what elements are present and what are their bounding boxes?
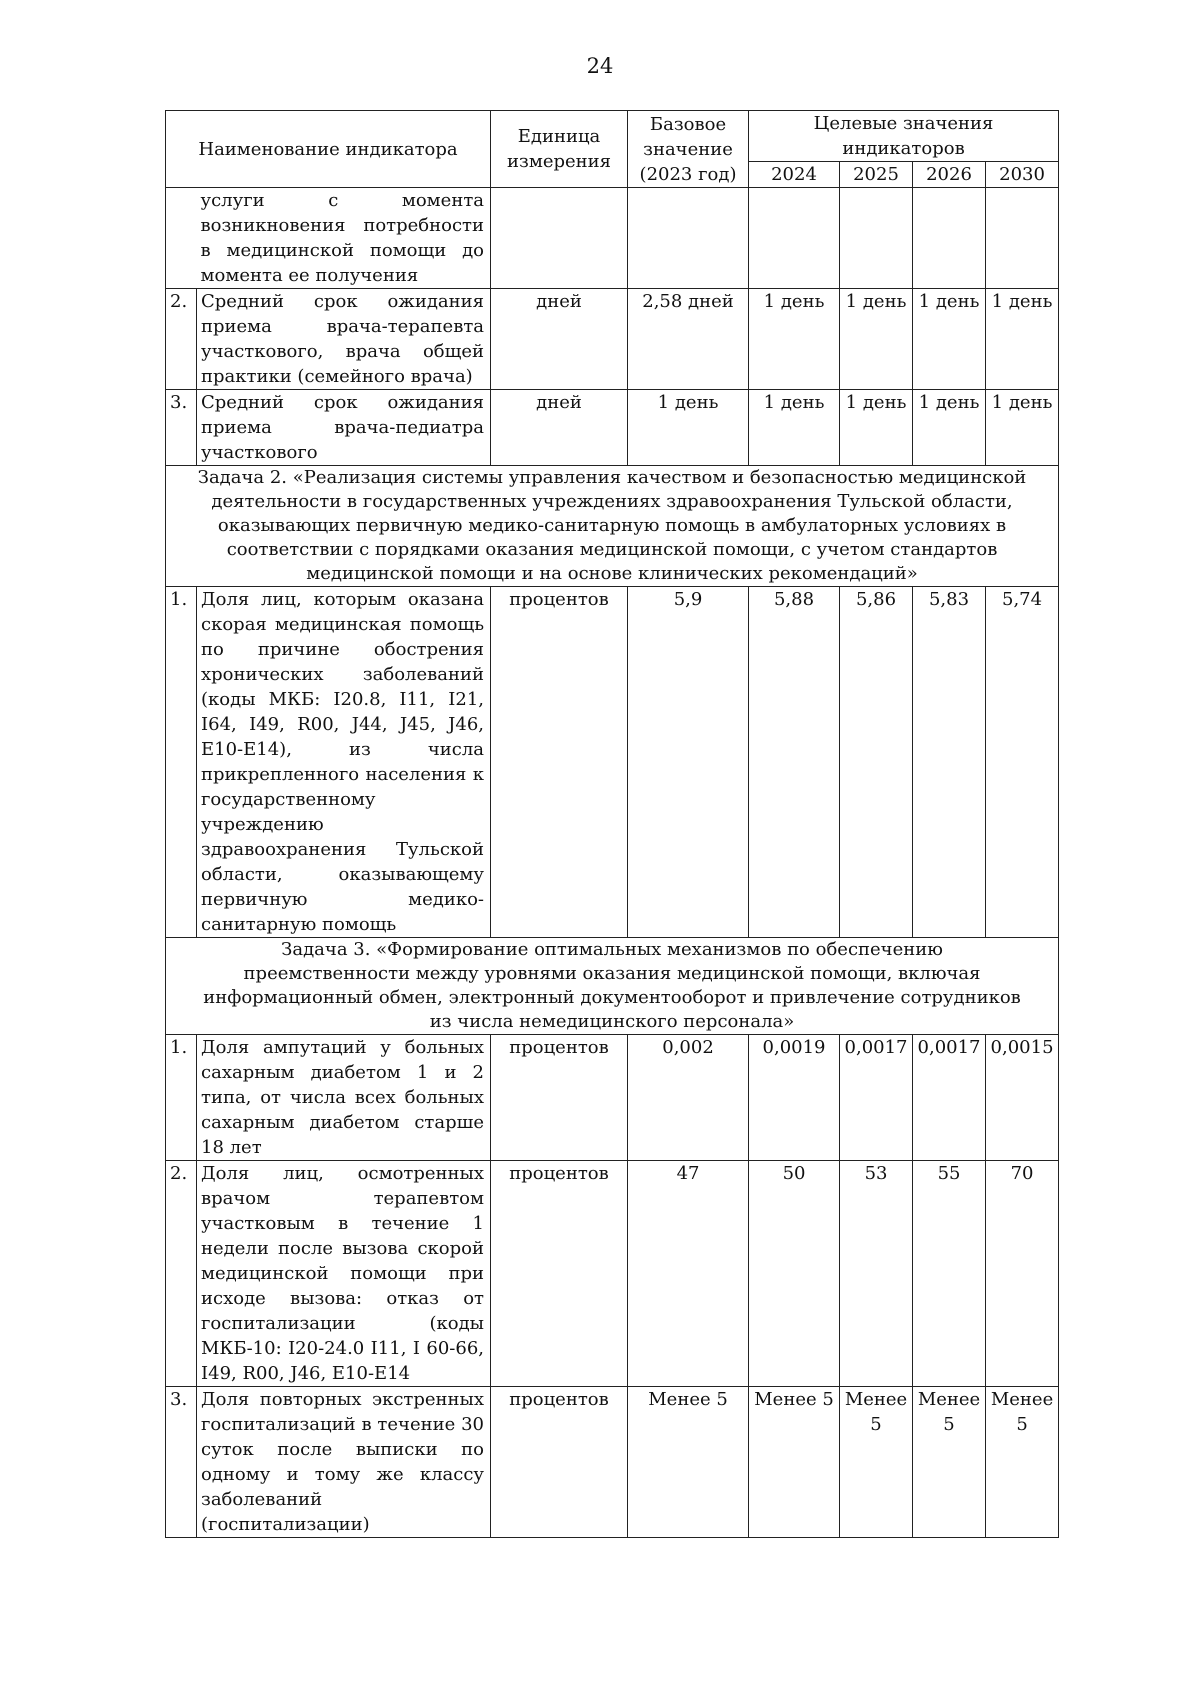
unit-cell: процентов	[491, 1161, 628, 1387]
header-year-2024: 2024	[749, 162, 840, 188]
header-unit: Единица измерения	[491, 111, 628, 188]
target-cell	[840, 188, 913, 289]
indicator-name: Средний срок ожидания приема врача-терапевта участкового, врача общей практики (семейного врача)	[197, 289, 491, 390]
target-2026-cell: 0,0017	[913, 1035, 986, 1161]
base-cell: 2,58 дней	[628, 289, 749, 390]
base-cell: 5,9	[628, 587, 749, 938]
indicators-table	[165, 110, 1059, 1538]
unit-cell: дней	[491, 289, 628, 390]
target-cell	[749, 188, 840, 289]
task-row	[166, 938, 1059, 1035]
base-cell: Менее 5	[628, 1387, 749, 1538]
table-row	[166, 289, 1059, 390]
header-targets: Целевые значения индикаторов	[749, 111, 1059, 162]
unit-cell: процентов	[491, 1387, 628, 1538]
target-2025-cell: Менее 5	[840, 1387, 913, 1538]
indicator-name: Средний срок ожидания приема врача-педиатра участкового	[197, 390, 491, 466]
base-cell: 1 день	[628, 390, 749, 466]
target-2026-cell: Менее 5	[913, 1387, 986, 1538]
row-number: 3.	[166, 1387, 197, 1538]
target-2025-cell: 1 день	[840, 289, 913, 390]
base-cell	[628, 188, 749, 289]
task-2-heading: Задача 2. «Реализация системы управления качеством и безопасностью медицинской деятельности в государственных учреждениях здравоохранения Тульской области, оказывающих первичную медико-санитарную помощь в амбулаторных условиях в соответствии с порядками оказания медицинской помощи, с учетом стандартов медицинской помощи и на основе клинических рекомендаций»	[166, 466, 1059, 587]
target-2025-cell: 5,86	[840, 587, 913, 938]
target-2026-cell: 55	[913, 1161, 986, 1387]
row-number: 3.	[166, 390, 197, 466]
unit-cell: дней	[491, 390, 628, 466]
unit-cell: процентов	[491, 1035, 628, 1161]
unit-cell	[491, 188, 628, 289]
unit-cell: процентов	[491, 587, 628, 938]
target-2024-cell: 1 день	[749, 289, 840, 390]
indicator-name: Доля ампутаций у больных сахарным диабетом 1 и 2 типа, от числа всех больных сахарным диабетом старше 18 лет	[197, 1035, 491, 1161]
table-row	[166, 587, 1059, 938]
target-2024-cell: Менее 5	[749, 1387, 840, 1538]
table-row	[166, 188, 1059, 289]
row-number: 1.	[166, 587, 197, 938]
target-2026-cell: 1 день	[913, 289, 986, 390]
target-2030-cell: 70	[986, 1161, 1059, 1387]
header-name: Наименование индикатора	[166, 111, 491, 188]
row-number: 2.	[166, 289, 197, 390]
row-number: 2.	[166, 1161, 197, 1387]
page-number: 24	[586, 54, 614, 78]
target-2030-cell: 1 день	[986, 289, 1059, 390]
target-cell	[986, 188, 1059, 289]
target-2025-cell: 53	[840, 1161, 913, 1387]
target-2024-cell: 50	[749, 1161, 840, 1387]
header-base: Базовое значение (2023 год)	[628, 111, 749, 188]
target-2025-cell: 0,0017	[840, 1035, 913, 1161]
target-2026-cell: 1 день	[913, 390, 986, 466]
task-row	[166, 466, 1059, 587]
indicator-name: Доля лиц, осмотренных врачом терапевтом участковым в течение 1 недели после вызова скорой медицинской помощи при исходе вызова: отказ от госпитализации (коды МКБ-10: I20-24.0 I11, I 60-66, I49, R00, J46, E10-E14	[197, 1161, 491, 1387]
base-cell: 0,002	[628, 1035, 749, 1161]
indicator-name: Доля лиц, которым оказана скорая медицинская помощь по причине обострения хронических заболеваний (коды МКБ: I20.8, I11, I21, I64, I49, R00, J44, J45, J46, E10-E14), из числа прикрепленного населения к государственному учреждению здравоохранения Тульской области, оказывающему первичную медико-санитарную помощь	[197, 587, 491, 938]
row-number: 1.	[166, 1035, 197, 1161]
target-2026-cell: 5,83	[913, 587, 986, 938]
target-2024-cell: 1 день	[749, 390, 840, 466]
target-2030-cell: 0,0015	[986, 1035, 1059, 1161]
target-2025-cell: 1 день	[840, 390, 913, 466]
task-3-heading: Задача 3. «Формирование оптимальных механизмов по обеспечению преемственности между уровнями оказания медицинской помощи, включая информационный обмен, электронный документооборот и привлечение сотрудников из числа немедицинского персонала»	[166, 938, 1059, 1035]
target-2030-cell: Менее 5	[986, 1387, 1059, 1538]
indicator-name: услуги с момента возникновения потребности в медицинской помощи до момента ее получения	[197, 188, 491, 289]
target-2024-cell: 0,0019	[749, 1035, 840, 1161]
table-row	[166, 1161, 1059, 1387]
base-cell: 47	[628, 1161, 749, 1387]
table-row	[166, 390, 1059, 466]
table-row	[166, 1387, 1059, 1538]
header-year-2025: 2025	[840, 162, 913, 188]
target-2030-cell: 1 день	[986, 390, 1059, 466]
header-year-2026: 2026	[913, 162, 986, 188]
row-number	[166, 188, 197, 289]
table-row	[166, 1035, 1059, 1161]
header-year-2030: 2030	[986, 162, 1059, 188]
indicator-name: Доля повторных экстренных госпитализаций в течение 30 суток после выписки по одному и тому же классу заболеваний (госпитализации)	[197, 1387, 491, 1538]
target-2024-cell: 5,88	[749, 587, 840, 938]
target-cell	[913, 188, 986, 289]
target-2030-cell: 5,74	[986, 587, 1059, 938]
